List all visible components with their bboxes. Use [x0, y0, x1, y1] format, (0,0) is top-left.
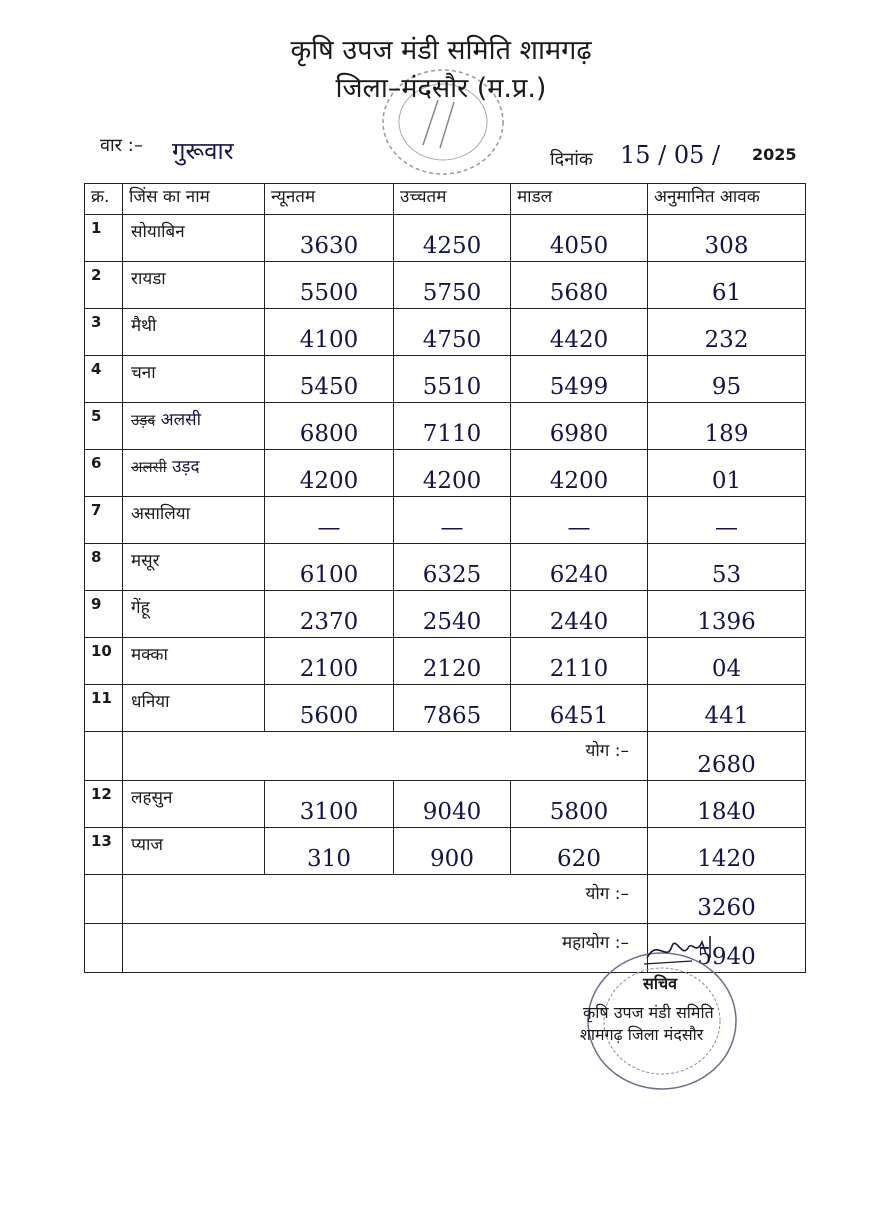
row-number: 8	[85, 544, 123, 591]
arrival-qty: 1840	[648, 781, 806, 828]
stamp-line-1: कृषि उपज मंडी समिति	[583, 1003, 714, 1022]
secretary-signature	[642, 928, 722, 968]
table-row	[85, 591, 806, 638]
min-price: 2370	[265, 591, 394, 638]
table-row	[85, 450, 806, 497]
table-row	[85, 215, 806, 262]
arrival-qty: —	[648, 497, 806, 544]
min-price: 3630	[265, 215, 394, 262]
max-price: 7865	[394, 685, 511, 732]
commodity-name: प्याज	[123, 828, 265, 875]
max-price: 4200	[394, 450, 511, 497]
table-row	[85, 544, 806, 591]
model-price: 4050	[511, 215, 648, 262]
price-table	[84, 183, 806, 973]
commodity-cell	[123, 450, 265, 497]
min-price: 6100	[265, 544, 394, 591]
arrival-qty: 01	[648, 450, 806, 497]
min-price: 2100	[265, 638, 394, 685]
arrival-qty: 53	[648, 544, 806, 591]
table-row	[85, 403, 806, 450]
row-number: 3	[85, 309, 123, 356]
struck-commodity: उड़द	[131, 411, 156, 429]
commodity-name: रायडा	[123, 262, 265, 309]
row-number: 1	[85, 215, 123, 262]
arrival-qty: 95	[648, 356, 806, 403]
date-year: 2025	[752, 145, 797, 164]
min-price: 5500	[265, 262, 394, 309]
arrival-qty: 441	[648, 685, 806, 732]
blank-cell	[85, 924, 123, 973]
table-header-row	[85, 184, 806, 215]
table-row	[85, 685, 806, 732]
commodity-name: लहसुन	[123, 781, 265, 828]
row-number: 6	[85, 450, 123, 497]
min-price: 4100	[265, 309, 394, 356]
model-price: 5680	[511, 262, 648, 309]
table-row	[85, 309, 806, 356]
max-price: 2540	[394, 591, 511, 638]
commodity-name: मसूर	[123, 544, 265, 591]
row-number: 11	[85, 685, 123, 732]
arrival-qty: 1420	[648, 828, 806, 875]
blank-cell	[85, 875, 123, 924]
max-price: 6325	[394, 544, 511, 591]
row-number: 7	[85, 497, 123, 544]
header-arrival: अनुमानित आवक	[648, 184, 806, 215]
model-price: 6240	[511, 544, 648, 591]
commodity-name: धनिया	[123, 685, 265, 732]
row-number: 13	[85, 828, 123, 875]
commodity-name: असालिया	[123, 497, 265, 544]
arrival-qty: 04	[648, 638, 806, 685]
commodity-name: मक्का	[123, 638, 265, 685]
max-price: 5510	[394, 356, 511, 403]
struck-commodity: अलसी	[131, 458, 167, 476]
header-serial: क्र.	[85, 184, 123, 215]
commodity-name: उड़द	[172, 457, 200, 477]
max-price: 4750	[394, 309, 511, 356]
model-price: 6451	[511, 685, 648, 732]
district-subtitle: जिला–मंदसौर (म.प्र.)	[335, 73, 547, 104]
model-price: 2440	[511, 591, 648, 638]
office-title: कृषि उपज मंडी समिति शामगढ़	[290, 35, 592, 66]
table-row	[85, 638, 806, 685]
row-number: 2	[85, 262, 123, 309]
commodity-name: सोयाबिन	[123, 215, 265, 262]
table-row	[85, 497, 806, 544]
arrival-qty: 189	[648, 403, 806, 450]
commodity-cell	[123, 403, 265, 450]
min-price: 6800	[265, 403, 394, 450]
min-price: —	[265, 497, 394, 544]
max-price: —	[394, 497, 511, 544]
max-price: 7110	[394, 403, 511, 450]
min-price: 3100	[265, 781, 394, 828]
header-max: उच्चतम	[394, 184, 511, 215]
date-value: 15 / 05 /	[620, 141, 721, 169]
table-row	[85, 356, 806, 403]
min-price: 5450	[265, 356, 394, 403]
row-number: 4	[85, 356, 123, 403]
max-price: 9040	[394, 781, 511, 828]
commodity-name: गेंहू	[123, 591, 265, 638]
model-price: 620	[511, 828, 648, 875]
table-row	[85, 262, 806, 309]
subtotal-label: योग :–	[123, 732, 648, 781]
commodity-name: मैथी	[123, 309, 265, 356]
blank-cell	[85, 732, 123, 781]
min-price: 5600	[265, 685, 394, 732]
header-min: न्यूनतम	[265, 184, 394, 215]
grand-total-label: महायोग :–	[123, 924, 648, 973]
row-number: 10	[85, 638, 123, 685]
row-number: 12	[85, 781, 123, 828]
commodity-name: चना	[123, 356, 265, 403]
day-value: गुरूवार	[172, 137, 234, 165]
grand-total-value: 5940	[648, 924, 806, 973]
model-price: 4200	[511, 450, 648, 497]
subtotal-row	[85, 875, 806, 924]
model-price: —	[511, 497, 648, 544]
arrival-qty: 1396	[648, 591, 806, 638]
date-label: दिनांक	[550, 149, 593, 170]
min-price: 4200	[265, 450, 394, 497]
max-price: 4250	[394, 215, 511, 262]
subtotal-value: 2680	[648, 732, 806, 781]
subtotal-value: 3260	[648, 875, 806, 924]
model-price: 6980	[511, 403, 648, 450]
min-price: 310	[265, 828, 394, 875]
max-price: 900	[394, 828, 511, 875]
header-commodity: जिंस का नाम	[123, 184, 265, 215]
max-price: 2120	[394, 638, 511, 685]
arrival-qty: 308	[648, 215, 806, 262]
max-price: 5750	[394, 262, 511, 309]
secretary-title: सचिव	[643, 974, 678, 993]
stamp-line-2: शामगढ़ जिला मंदसौर	[580, 1025, 704, 1044]
model-price: 2110	[511, 638, 648, 685]
day-label: वार :–	[100, 135, 143, 156]
model-price: 4420	[511, 309, 648, 356]
commodity-name: अलसी	[160, 410, 202, 430]
header-model: माडल	[511, 184, 648, 215]
arrival-qty: 61	[648, 262, 806, 309]
row-number: 5	[85, 403, 123, 450]
subtotal-row	[85, 732, 806, 781]
row-number: 9	[85, 591, 123, 638]
model-price: 5499	[511, 356, 648, 403]
table-row	[85, 781, 806, 828]
subtotal-label: योग :–	[123, 875, 648, 924]
arrival-qty: 232	[648, 309, 806, 356]
table-row	[85, 828, 806, 875]
model-price: 5800	[511, 781, 648, 828]
